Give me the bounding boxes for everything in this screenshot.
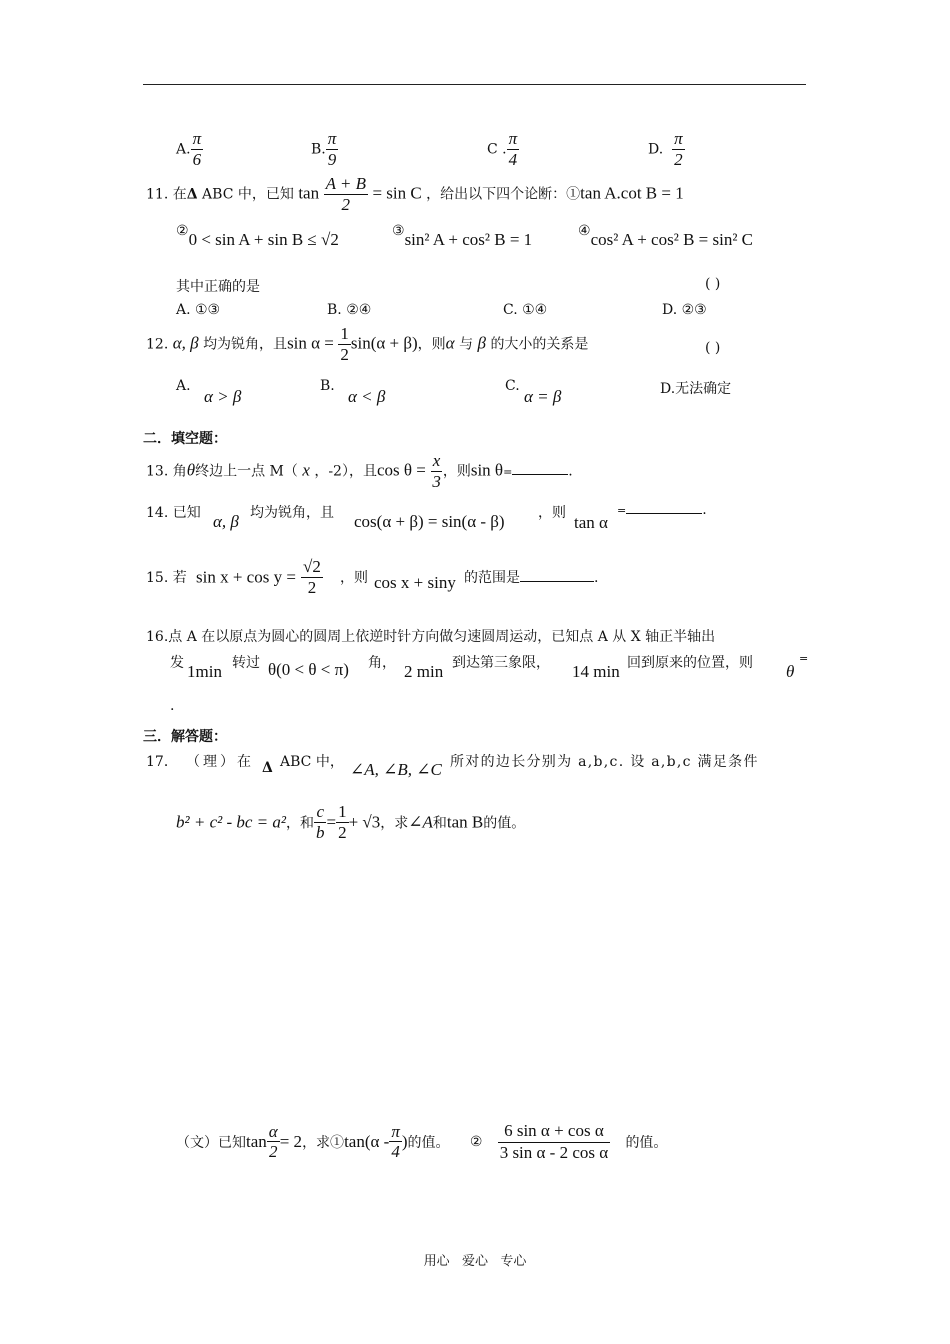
q14-stem: [146, 502, 201, 522]
numerator: π: [391, 1121, 400, 1141]
q10-option-d: [648, 130, 685, 169]
denominator: 9: [327, 149, 337, 169]
q13-cos-expr: cos θ =: [376, 460, 426, 480]
q12-option-b: α < β: [348, 387, 386, 406]
q11-claim-4-row: [578, 223, 754, 250]
circled-number: ②: [176, 223, 189, 239]
numerator: A + B: [325, 174, 366, 193]
answer-blank[interactable]: [512, 474, 568, 475]
numerator: 6 sin α + cos α: [498, 1122, 610, 1143]
q17-angles: ∠A, ∠B, ∠C: [350, 760, 442, 779]
q17-text: ，和: [286, 815, 314, 832]
q11-tan: tan: [298, 183, 320, 203]
q14-text: 已知: [172, 505, 201, 521]
q12-equation-lhs: sin α =: [287, 333, 334, 353]
circled-number: ④: [578, 223, 591, 239]
q11-claim-4: cos² A + cos² B = sin² C: [590, 230, 754, 249]
q16-text: 到达第三象限，: [452, 655, 550, 671]
q12-option-d: D.无法确定: [660, 381, 732, 397]
q17-text: 的值。: [625, 1134, 668, 1151]
circled-number: ②: [469, 1133, 483, 1150]
q11-claim-2-row: [176, 223, 339, 250]
triangle-symbol: Δ: [186, 186, 198, 203]
q12-option-b-label: B.: [320, 378, 335, 394]
numerator: 1: [338, 802, 347, 821]
q17-number: 17．: [146, 754, 178, 770]
q16-text: 回到原来的位置，则: [627, 655, 753, 671]
q12-option-a: α > β: [204, 387, 242, 406]
section-answer-title: 三．解答题：: [143, 729, 227, 745]
q16-time-2: 2 min: [404, 662, 444, 681]
q17-text: ABC 中，: [280, 754, 344, 770]
question-number: 14.: [146, 505, 169, 521]
q11-text: 在: [172, 186, 187, 203]
q10-option-c: [487, 130, 519, 169]
q11-option-d: D. ②③: [662, 302, 707, 318]
q11-claim-3-row: [392, 223, 533, 250]
numerator: π: [674, 129, 683, 148]
q15-text: 的范围是: [464, 570, 520, 586]
q16-equals: =: [799, 652, 809, 665]
numerator: π: [508, 129, 518, 148]
q16-text: 角，: [368, 655, 396, 671]
q11-option-c: C. ①④: [503, 302, 548, 318]
q17-sqrt3: + √3: [348, 812, 381, 832]
q17-condition-line: [176, 803, 525, 842]
q15-lhs: sin x + cos y =: [196, 567, 296, 587]
q13-equals: =: [503, 465, 513, 479]
q14-equals: =: [617, 504, 627, 517]
q13-fraction: [430, 452, 443, 491]
q14-equation: cos(α + β) = sin(α - β): [354, 512, 505, 531]
q17-fraction-pi4: [389, 1123, 402, 1162]
numerator: α: [268, 1121, 278, 1141]
q11-fraction: [324, 175, 368, 214]
q17-text: 和: [432, 815, 447, 832]
denominator: 2: [269, 1142, 278, 1162]
numerator: c: [316, 802, 325, 821]
q15-fraction: [301, 558, 323, 597]
period: .: [702, 502, 707, 518]
q17-tan-b: tan B: [446, 812, 484, 832]
option-label: C .: [487, 141, 507, 158]
theta-symbol: θ: [786, 662, 795, 681]
numerator: x: [432, 451, 441, 470]
period: .: [568, 463, 573, 480]
q17-fraction-ratio: [498, 1122, 610, 1162]
option-label: B.: [311, 141, 326, 158]
q11-claim-3: sin² A + cos² B = 1: [404, 230, 533, 249]
q12-vars: α, β: [172, 333, 199, 353]
q12-text: 与: [459, 336, 474, 353]
q11-stem: [146, 175, 684, 214]
q16-text: 发: [170, 655, 184, 671]
q17-wen-line: [176, 1122, 667, 1162]
circled-number: ③: [392, 223, 405, 239]
fraction: [326, 130, 339, 169]
q13-text: ，则: [442, 463, 471, 480]
denominator: 2: [340, 344, 349, 364]
q13-stem: [146, 452, 573, 491]
denominator: 3 sin α - 2 cos α: [499, 1142, 609, 1162]
q11-claim-2: 0 < sin A + sin B ≤ √2: [188, 230, 339, 249]
denominator: 2: [307, 577, 317, 597]
q17-text: 所对的边长分别为 a,b,c. 设 a,b,c 满足条件: [450, 754, 759, 770]
denominator: b: [316, 822, 325, 842]
denominator: 6: [192, 149, 202, 169]
numerator: π: [192, 129, 202, 148]
q12-text: ，则: [417, 336, 446, 353]
q12-text: 的大小的关系是: [490, 336, 589, 353]
q17-fraction-cb: [314, 803, 327, 842]
section-fill-in-title: 二．填空题：: [143, 431, 227, 447]
theta-symbol: θ: [186, 460, 196, 480]
q17-condition: b² + c² - bc = a²: [176, 812, 286, 832]
option-label: A.: [176, 141, 191, 158]
denominator: 2: [341, 194, 351, 214]
option-label: D.: [648, 141, 664, 158]
q12-fraction: [338, 325, 351, 364]
numerator: 1: [340, 324, 349, 343]
q16-line-1: 16.点 A 在以原点为圆心的圆周上依逆时针方向做匀速圆周运动，已知点 A 从 X 轴正半轴出: [146, 629, 716, 645]
page-footer: 用心 爱心 专心: [423, 1254, 527, 1269]
q17-fraction-alpha: [267, 1123, 280, 1162]
q12-option-c-label: C.: [505, 378, 520, 394]
question-number: 12.: [146, 336, 169, 353]
q11-text: ABC 中，已知: [202, 186, 294, 203]
q14-tan-expr: tan α: [574, 513, 608, 532]
q14-text: 均为锐角，且: [250, 505, 334, 521]
q15-equation: [196, 558, 323, 597]
answer-blank[interactable]: [626, 513, 702, 514]
triangle-symbol: Δ: [262, 760, 273, 776]
alpha-symbol: α: [445, 333, 455, 353]
q15-expression: cos x + siny: [374, 573, 456, 592]
denominator: 4: [391, 1142, 400, 1162]
q12-equation-rhs: sin(α + β): [350, 333, 418, 353]
q11-answer-paren: ( ): [705, 276, 721, 292]
paren-close: ): [401, 1131, 408, 1151]
q11-equation: = sin C: [372, 183, 422, 203]
fraction: [507, 130, 520, 169]
q10-option-a: [176, 130, 203, 169]
q17-equation: = 2: [279, 1131, 303, 1151]
q14-text: ，则: [538, 505, 566, 521]
answer-blank[interactable]: [520, 581, 594, 582]
q11-option-a: A. ①③: [176, 302, 221, 318]
q14-vars: α, β: [213, 512, 239, 531]
q17-tan: tan: [246, 1131, 267, 1151]
q17-text: （理）在: [186, 754, 254, 770]
q11-option-b: B. ②④: [327, 302, 372, 318]
period: .: [170, 698, 175, 714]
q10-option-b: [311, 130, 338, 169]
q17-text: （文）已知: [176, 1134, 246, 1151]
denominator: 2: [674, 149, 683, 169]
question-number: 13.: [146, 463, 169, 480]
q17-text: ，求: [380, 815, 409, 832]
beta-symbol: β: [477, 333, 486, 353]
equals: =: [326, 812, 337, 832]
q16-text: 转过: [232, 655, 260, 671]
q13-text: ，-2），且: [314, 463, 377, 480]
q15-text: ，则: [340, 570, 368, 586]
q17-text: ，求①: [302, 1134, 345, 1151]
q13-text: 终边上一点 M（: [195, 463, 298, 480]
numerator: √2: [303, 557, 321, 576]
q11-prompt: 其中正确的是: [176, 279, 260, 295]
q15-text: 若: [172, 570, 187, 586]
fraction: [191, 130, 204, 169]
denominator: 3: [432, 471, 441, 491]
denominator: 4: [508, 149, 518, 169]
q17-tan-expr: tan(α -: [344, 1131, 390, 1151]
q15-label: [146, 567, 187, 587]
q13-sin-expr: sin θ: [470, 460, 504, 480]
q11-claim-1: tan A.cot B = 1: [580, 183, 684, 203]
numerator: π: [327, 129, 337, 148]
q12-option-a-label: A.: [176, 378, 191, 394]
q16-time-3: 14 min: [572, 662, 620, 681]
q12-stem: [146, 325, 588, 364]
q12-text: 均为锐角，且: [203, 336, 288, 353]
question-number: 15.: [146, 570, 169, 586]
q17-fraction-half: [336, 803, 349, 842]
q14-answer: [617, 502, 707, 518]
x-symbol: x: [302, 460, 310, 480]
q17-angle-a: ∠A: [408, 812, 433, 832]
q17-text: 的值。: [407, 1134, 450, 1151]
q16-angle-range: θ(0 < θ < π): [268, 660, 349, 679]
period: .: [594, 570, 599, 586]
q12-option-c: α = β: [524, 387, 562, 406]
denominator: 2: [338, 822, 347, 842]
q17-text: 的值。: [483, 815, 526, 832]
fraction: [672, 130, 685, 169]
q12-answer-paren: ( ): [705, 340, 721, 356]
q16-time-1: 1min: [187, 662, 222, 681]
q13-text: 角: [172, 463, 187, 480]
q11-text: ，给出以下四个论断：①: [426, 186, 581, 203]
question-number: 11.: [146, 186, 169, 203]
header-rule: [143, 84, 806, 85]
q15-tail: [464, 567, 598, 587]
